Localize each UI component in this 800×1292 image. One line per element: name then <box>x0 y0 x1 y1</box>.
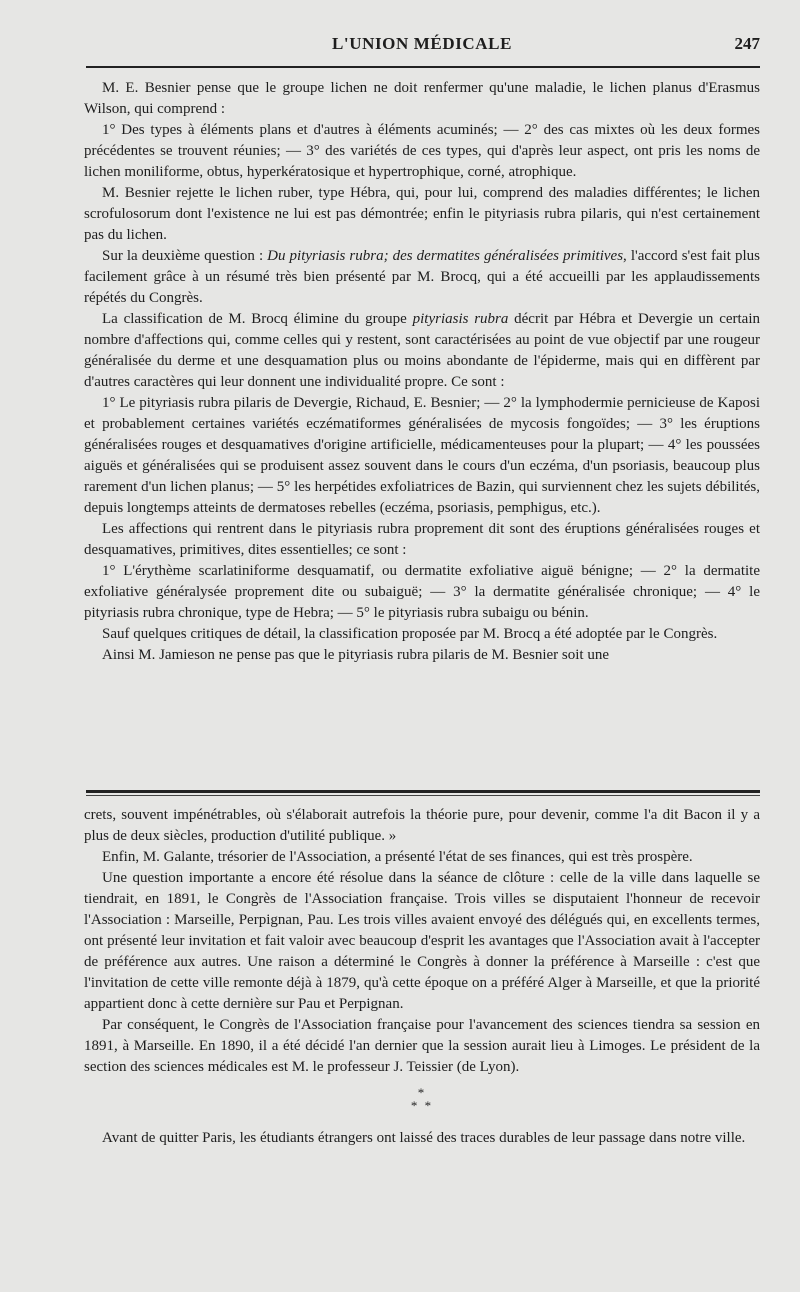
italic-term: pityriasis rubra <box>412 311 509 327</box>
paragraph: Par conséquent, le Congrès de l'Association française pour l'avancement des sciences tiendra sa session en 1891, à Marseille. En 1890, il a été décidé l'an dernier que la session aurait lieu à Limoges. Le président de la section des sciences médicales est M. le professeur J. Teissier (de Lyon). <box>84 1017 760 1075</box>
paragraph: Sauf quelques critiques de détail, la classification proposée par M. Brocq a été adoptée par le Congrès. <box>102 626 718 642</box>
paragraph: Sur la deuxième question : Du pityriasis rubra; des dermatites généralisées primitives, l'accord s'est fait plus facilement grâce à un résumé très bien présenté par M. Brocq, qui a été accueilli par les applaudissements répétés du Congrès. <box>84 248 760 306</box>
paragraph: Les affections qui rentrent dans le pityriasis rubra proprement dit sont des éruptions généralisées rouges et desquamatives, primitives, dites essentielles; ce sont : <box>84 521 760 558</box>
page-number: 247 <box>734 34 760 53</box>
italic-title: Du pityriasis rubra; des dermatites généralisées primitives <box>267 248 624 264</box>
section-divider-rule <box>86 790 760 793</box>
paragraph: crets, souvent impénétrables, où s'élaborait autrefois la théorie pure, pour devenir, comme l'a dit Bacon il y a plus de deux siècles, production d'utilité publique. » <box>84 807 760 844</box>
asterism-separator: * * * <box>410 1085 434 1113</box>
paragraph: Enfin, M. Galante, trésorier de l'Association, a présenté l'état de ses finances, qui est très prospère. <box>102 849 693 865</box>
paragraph: Une question importante a encore été résolue dans la séance de clôture : celle de la ville dans laquelle se tiendrait, en 1891, le Congrès de l'Association française. Trois villes se disputaient l'honneur de recevoir l'Association : Marseille, Perpignan, Pau. Les trois villes avaient envoyé des délégués qui, en excellents termes, ont présenté leur invitation et fait valoir avec beaucoup d'esprit les avantages que l'Association avait à l'accepter de préférence aux autres. Une raison a déterminé le Congrès à donner la préférence à Marseille : c'est que l'invitation de cette ville remonte déjà à 1879, qu'à cette époque on a préféré Alger à Marseille, et que la priorité appartient donc à cette dernière sur Pau et Perpignan. <box>84 870 760 1012</box>
paragraph: 1° L'érythème scarlatiniforme desquamatif, ou dermatite exfoliative aiguë bénigne; — 2° la dermatite exfoliative généralysée proprement dite ou subaiguë; — 3° la dermatite généralisée chronique; — 4° le pityriasis rubra chronique, type de Hebra; — 5° le pityriasis rubra subaigu ou bénin. <box>84 563 760 621</box>
running-title: L'UNION MÉDICALE <box>331 34 513 53</box>
paragraph: 1° Des types à éléments plans et d'autres à éléments acuminés; — 2° des cas mixtes où les deux formes précédentes se trouvent réunies; — 3° des variétés de ces types, qui d'après leur aspect, ont pris les noms de lichen moniliforme, obtus, hyperkératosique et hypertrophique, corné, atrophique. <box>84 122 760 180</box>
page-header <box>84 30 760 60</box>
paragraph: Ainsi M. Jamieson ne pense pas que le pityriasis rubra pilaris de M. Besnier soit une <box>102 647 609 663</box>
header-rule <box>86 66 760 68</box>
paragraph: La classification de M. Brocq élimine du groupe pityriasis rubra décrit par Hébra et Devergie un certain nombre d'affections qui, comme celles qui y restent, sont caractérisées au point de vue objectif par une rougeur généralisée du derme et une desquamation plus ou moins abondante de l'épiderme, mais qui en diffèrent par d'autres caractères qui leur donnent une individualité propre. Ce sont : <box>84 311 760 390</box>
lower-article-column <box>84 805 760 1149</box>
closing-paragraph: Avant de quitter Paris, les étudiants étrangers ont laissé des traces durables de leur passage dans notre ville. <box>102 1130 746 1146</box>
paragraph: M. E. Besnier pense que le groupe lichen ne doit renfermer qu'une maladie, le lichen planus d'Erasmus Wilson, qui comprend : <box>84 80 760 117</box>
paragraph: M. Besnier rejette le lichen ruber, type Hébra, qui, pour lui, comprend des maladies différentes; le lichen scrofulosorum dont l'existence ne lui est pas démontrée; enfin le pityriasis rubra pilaris, qui n'est certainement pas du lichen. <box>84 185 760 243</box>
upper-article-column <box>84 78 760 666</box>
paragraph: 1° Le pityriasis rubra pilaris de Devergie, Richaud, E. Besnier; — 2° la lymphodermie pernicieuse de Kaposi et probablement certaines variétés eczématiformes généralisées de mycosis fongoïdes; — 3° les éruptions généralisées rouges et desquamatives d'origine artificielle, médicamenteuses pour la plupart; — 4° les poussées aiguës et généralisées qui se produisent assez souvent dans le cours d'un eczéma, d'un psoriasis, beaucoup plus rarement d'un lichen planus; — 5° les herpétides exfoliatrices de Bazin, qui surviennent chez les sujets débilités, depuis longtemps atteints de dermatoses rebelles (eczéma, psoriasis, pemphigus, etc.). <box>84 395 760 516</box>
